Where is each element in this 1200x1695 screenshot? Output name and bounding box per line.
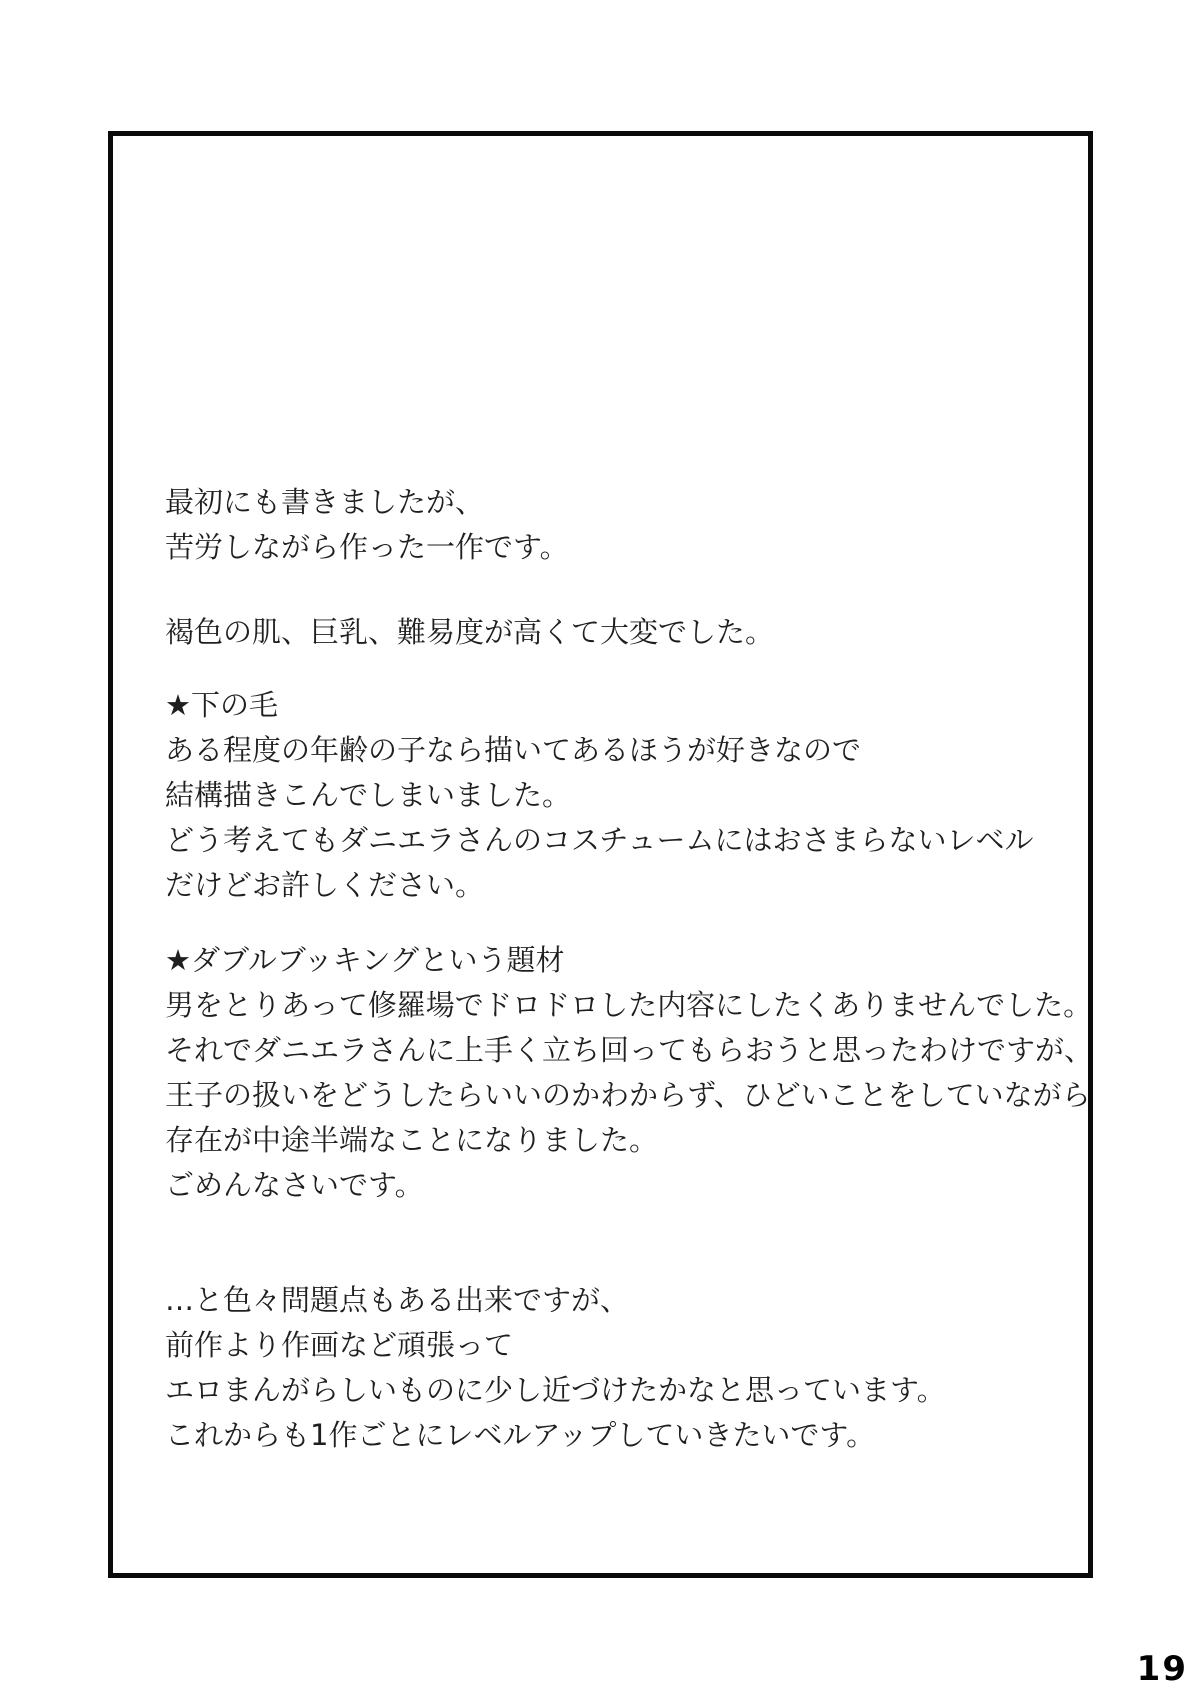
text-line: 最初にも書きましたが、 [165,485,485,519]
afterword-text-frame [108,131,1093,1578]
text-line: 男をとりあって修羅場でドロドロした内容にしたくありませんでした。 [165,988,1093,1022]
text-line: 褐色の肌、巨乳、難易度が高くて大変でした。 [165,615,775,649]
text-line: ごめんなさいです。 [165,1168,424,1202]
text-line: どう考えてもダニエラさんのコスチュームにはおさまらないレベル [165,823,1034,857]
text-line: 王子の扱いをどうしたらいいのかわからず、ひどいことをしていながら [165,1078,1091,1112]
section-heading: ★下の毛 [165,688,278,722]
text-line: 苦労しながら作った一作です。 [165,530,569,564]
paragraph-intro [165,480,1052,570]
text-line: だけどお許しください。 [165,868,485,902]
paragraph-closing [165,1278,1052,1458]
paragraph-section-1 [165,683,1052,908]
text-line: 存在が中途半端なことになりました。 [165,1123,659,1157]
text-line: ある程度の年齢の子なら描いてあるほうが好きなので [165,733,862,767]
paragraph-section-2 [165,938,1094,1208]
text-line: 前作より作画など頑張って [165,1328,514,1362]
page-number: 19 [1136,1649,1188,1689]
text-line: それでダニエラさんに上手く立ち回ってもらおうと思ったわけですが、 [165,1033,1094,1067]
text-line: …と色々問題点もある出来ですが、 [165,1283,630,1317]
text-line: これからも1作ごとにレベルアップしていきたいです。 [165,1418,876,1452]
paragraph-difficulty [165,610,1052,655]
text-line: 結構描きこんでしまいました。 [165,778,572,812]
section-heading: ★ダブルブッキングという題材 [165,943,565,977]
text-line: エロまんがらしいものに少し近づけたかなと思っています。 [165,1373,946,1407]
